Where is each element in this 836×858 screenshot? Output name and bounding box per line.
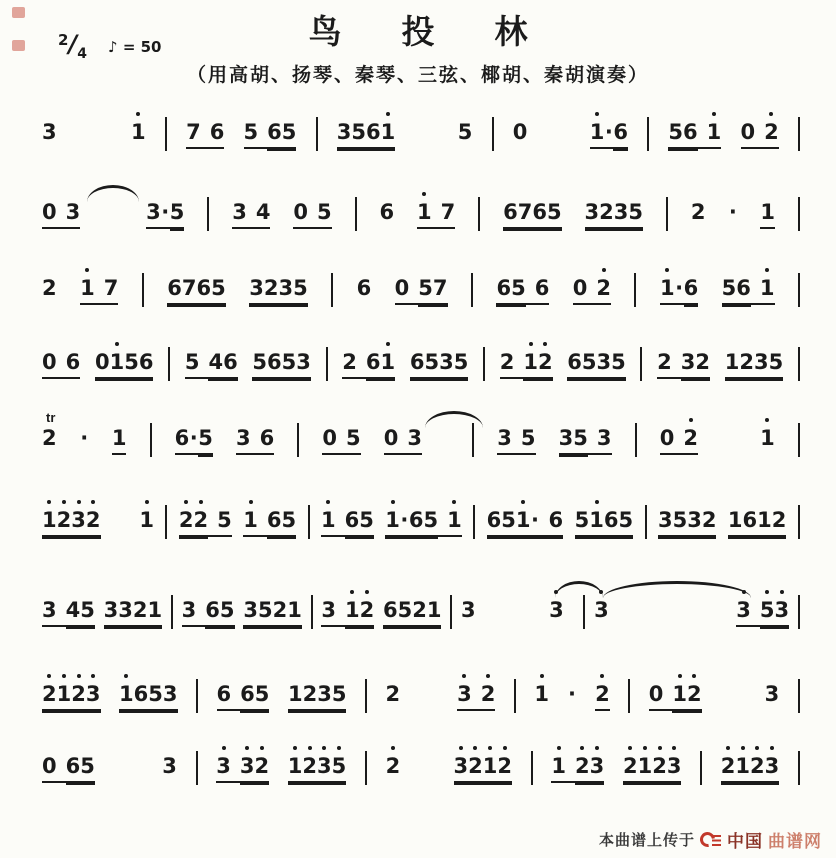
note-group: 2 — [690, 200, 706, 224]
note-group: 2 1 2 3 — [42, 682, 101, 711]
octave-dot — [184, 500, 188, 504]
note-group: 1 · 6 — [660, 276, 698, 305]
octave-dot — [47, 674, 51, 678]
gap-spacer — [114, 754, 144, 755]
barline — [514, 679, 516, 713]
barline — [331, 273, 333, 307]
octave-dot — [540, 674, 544, 678]
score-line-6 — [42, 508, 800, 560]
subtitle-instruments: （用高胡、扬琴、秦琴、三弦、椰胡、秦胡演奏） — [186, 65, 649, 86]
note-group: 3 — [764, 682, 780, 706]
gap-spacer — [720, 682, 746, 683]
time-signature-slash: / — [68, 30, 78, 58]
note-group: 3 2 3 5 — [585, 200, 644, 229]
note-group: 6 — [356, 276, 372, 300]
octave-dot — [543, 342, 547, 346]
note-group: 3 5 — [497, 426, 535, 455]
barline — [583, 595, 585, 629]
note-group: 5 6 5 3 — [252, 350, 311, 379]
octave-dot — [459, 746, 463, 750]
note-group: 1 7 — [80, 276, 118, 305]
note-group: 3 — [549, 598, 564, 625]
octave-dot — [260, 746, 264, 750]
octave-dot — [293, 746, 297, 750]
octave-dot — [643, 746, 647, 750]
note-group: 3 · 5 — [146, 200, 184, 229]
note-group: 6 7 6 5 — [167, 276, 226, 305]
barline — [798, 347, 800, 381]
barline — [531, 751, 533, 785]
site-logo-icon — [700, 831, 722, 848]
barline — [492, 117, 494, 151]
barline — [308, 505, 310, 539]
note-group: 0 3 — [42, 200, 80, 229]
note-group: 3 2 3 5 — [249, 276, 308, 305]
octave-dot — [473, 746, 477, 750]
octave-dot — [350, 590, 354, 594]
note-group: 6 — [379, 200, 395, 224]
barline — [142, 273, 144, 307]
note-group: 5 6 1 — [722, 276, 775, 305]
note-group: 6 · 5 — [175, 426, 213, 455]
octave-dot — [780, 590, 784, 594]
note-group: 3 — [461, 598, 476, 622]
score-line-4 — [42, 350, 800, 402]
note-group: 3 2 1 2 — [454, 754, 513, 783]
octave-dot — [595, 112, 599, 116]
octave-dot — [337, 746, 341, 750]
note-group: 6 7 6 5 — [503, 200, 562, 229]
barline — [196, 679, 198, 713]
barline — [647, 117, 649, 151]
octave-dot — [580, 746, 584, 750]
note-group: 6 5 2 1 — [383, 598, 442, 627]
octave-dot — [91, 500, 95, 504]
gap-spacer — [415, 120, 439, 121]
note-group: 1 2 3 — [551, 754, 604, 783]
note-group: 1 · 6 — [590, 120, 628, 149]
note-group: · — [568, 682, 577, 706]
note-group: 5 — [457, 120, 473, 144]
note-group: 5 4 6 — [185, 350, 238, 379]
octave-dot — [678, 674, 682, 678]
gap-spacer — [419, 754, 435, 755]
note-group: 2 1 2 3 — [721, 754, 780, 783]
octave-dot — [62, 500, 66, 504]
octave-dot — [386, 342, 390, 346]
octave-dot — [689, 418, 693, 422]
octave-dot — [755, 746, 759, 750]
note-group: 3 5 3 — [559, 426, 612, 455]
tempo-marking — [108, 38, 161, 56]
barline — [798, 595, 800, 629]
barline — [666, 197, 668, 231]
site-name-rest: 曲谱网 — [768, 832, 822, 851]
octave-dot — [765, 268, 769, 272]
slur-arc — [87, 185, 139, 202]
barline — [316, 117, 318, 151]
gap-spacer — [721, 426, 737, 427]
gap-spacer — [112, 508, 128, 509]
time-signature-denominator: 4 — [77, 46, 87, 62]
note-group: 3 5 6 1 — [337, 120, 396, 149]
octave-dot — [249, 500, 253, 504]
barline — [168, 347, 170, 381]
note-group: 2 1 2 3 — [623, 754, 682, 783]
note-group: 5 6 5 — [244, 120, 297, 149]
watermark — [599, 827, 822, 852]
barline — [798, 505, 800, 539]
octave-dot — [521, 500, 525, 504]
note-group: 0 5 7 — [395, 276, 448, 305]
note-group: 2 — [386, 754, 401, 781]
note-group: 1 — [131, 120, 146, 147]
note-group: 2 3 2 — [657, 350, 710, 379]
octave-dot — [47, 500, 51, 504]
barline — [207, 197, 209, 231]
gap-spacer — [547, 120, 571, 121]
note-group: 0 2 — [573, 276, 611, 305]
octave-dot — [391, 500, 395, 504]
note-group: 6 5 6 — [496, 276, 549, 305]
octave-dot — [91, 674, 95, 678]
note-group: 3 6 5 — [182, 598, 235, 627]
slur-arc — [603, 581, 751, 598]
slur-arc — [555, 581, 603, 598]
octave-dot — [486, 674, 490, 678]
score-line-8 — [42, 682, 800, 734]
score-line-1 — [42, 120, 800, 172]
site-name-cn: 中国 — [727, 832, 763, 851]
octave-dot — [136, 112, 140, 116]
note-group: 5 6 1 — [668, 120, 721, 149]
note-group: 3 — [594, 598, 609, 625]
octave-dot — [77, 500, 81, 504]
octave-dot — [365, 590, 369, 594]
octave-dot — [222, 746, 226, 750]
note-group: 3 — [42, 120, 57, 144]
score-body — [42, 120, 800, 806]
barline — [635, 423, 637, 457]
time-signature-numerator: 2 — [58, 31, 69, 49]
note-group: 0 3 — [384, 426, 422, 455]
note-group: · — [728, 200, 737, 224]
octave-dot — [765, 590, 769, 594]
octave-dot — [600, 674, 604, 678]
note-group: 1 2 3 5 — [725, 350, 784, 379]
note-group: 3 3 2 1 — [104, 598, 163, 627]
note-group: · — [80, 426, 89, 450]
note-group: 2 — [42, 426, 57, 450]
octave-dot — [658, 746, 662, 750]
note-group: 3 4 — [232, 200, 270, 229]
octave-dot — [529, 342, 533, 346]
note-group: 3 6 — [236, 426, 274, 455]
note-group: 3 3 2 — [216, 754, 269, 783]
note-group: 5 1 6 5 — [575, 508, 634, 537]
octave-dot — [665, 268, 669, 272]
octave-dot — [391, 746, 395, 750]
octave-dot — [145, 500, 149, 504]
note-group: 2 — [42, 276, 57, 300]
score-line-2 — [42, 200, 800, 252]
note-group: 6 5 1 · 6 — [487, 508, 564, 537]
octave-dot — [503, 746, 507, 750]
barline — [634, 273, 636, 307]
octave-dot — [628, 746, 632, 750]
octave-dot — [245, 746, 249, 750]
barline — [297, 423, 299, 457]
note-group: 6 6 5 — [217, 682, 270, 711]
octave-dot — [765, 418, 769, 422]
note-group: 1 6 1 2 — [728, 508, 787, 537]
trill-label: tr — [46, 410, 56, 425]
note-group: 1 — [760, 200, 775, 229]
octave-dot — [769, 112, 773, 116]
note-group: 0 2 — [741, 120, 779, 149]
barline — [365, 751, 367, 785]
note-group: 0 — [512, 120, 528, 144]
barline — [473, 505, 475, 539]
octave-dot — [672, 746, 676, 750]
note-group: 0 1 2 — [649, 682, 702, 711]
barline — [798, 117, 800, 151]
note-group: 2 — [595, 682, 610, 711]
slur-arc — [425, 411, 483, 428]
octave-dot — [595, 500, 599, 504]
note-group: 6 5 3 5 — [410, 350, 469, 379]
note-group: 1 — [139, 508, 154, 535]
octave-dot — [692, 674, 696, 678]
time-signature — [58, 30, 87, 62]
note-group: 3 5 3 2 — [658, 508, 717, 537]
barline — [645, 505, 647, 539]
score-line-7 — [42, 598, 800, 650]
note-group: 0 1 5 6 — [95, 350, 154, 379]
barline — [326, 347, 328, 381]
barline — [311, 595, 313, 629]
note-group: 1 6 5 — [243, 508, 296, 537]
note-group: 0 5 — [293, 200, 331, 229]
note-group: 1 2 3 5 — [288, 754, 347, 783]
note-group: 2 — [385, 682, 401, 706]
page-title: 鸟投林 — [308, 12, 588, 51]
note-group: 3 5 2 1 — [243, 598, 302, 627]
octave-dot — [602, 268, 606, 272]
note-group: 1 — [112, 426, 127, 455]
gap-spacer — [76, 120, 112, 121]
octave-dot — [462, 674, 466, 678]
octave-dot — [741, 746, 745, 750]
barline — [150, 423, 152, 457]
octave-dot — [488, 746, 492, 750]
barline — [165, 505, 167, 539]
octave-dot — [115, 342, 119, 346]
octave-dot — [726, 746, 730, 750]
octave-dot — [452, 500, 456, 504]
note-group: 1 6 5 3 — [119, 682, 178, 711]
note-group: 2 2 5 — [179, 508, 232, 537]
note-group: 1 · 6 5 1 — [385, 508, 462, 537]
note-group: 2 1 2 — [500, 350, 553, 379]
barline — [700, 751, 702, 785]
barline — [171, 595, 173, 629]
score-line-9 — [42, 754, 800, 806]
barline — [798, 423, 800, 457]
note-group: 0 2 — [660, 426, 698, 455]
octave-dot — [124, 674, 128, 678]
note-group: 0 5 — [322, 426, 360, 455]
note-group: 1 — [534, 682, 549, 709]
octave-dot — [386, 112, 390, 116]
note-group: 2 6 1 — [342, 350, 395, 379]
note-group: 0 6 5 — [42, 754, 95, 783]
barline — [798, 273, 800, 307]
barline — [355, 197, 357, 231]
octave-dot — [770, 746, 774, 750]
barline — [472, 423, 474, 457]
gap-spacer — [419, 682, 439, 683]
octave-dot — [326, 500, 330, 504]
barline — [365, 679, 367, 713]
barline — [471, 273, 473, 307]
barline — [798, 679, 800, 713]
octave-dot — [422, 192, 426, 196]
note-group: 1 2 3 5 — [288, 682, 347, 711]
score-line-5 — [42, 410, 800, 478]
barline — [628, 679, 630, 713]
octave-dot — [77, 674, 81, 678]
note-group: 1 6 5 — [321, 508, 374, 537]
note-group: 1 7 — [417, 200, 455, 229]
octave-dot — [62, 674, 66, 678]
tempo-value: = 50 — [122, 38, 162, 56]
barline — [640, 347, 642, 381]
barline — [165, 117, 167, 151]
note-group: 1 — [760, 426, 775, 453]
eighth-note-icon: ♪ — [108, 38, 118, 56]
octave-dot — [85, 268, 89, 272]
note-group: 3 2 — [457, 682, 495, 711]
note-group: 0 6 — [42, 350, 80, 379]
octave-dot — [595, 746, 599, 750]
watermark-text: 本曲谱上传于 — [598, 832, 695, 849]
octave-dot — [199, 500, 203, 504]
score-line-3 — [42, 276, 800, 328]
barline — [450, 595, 452, 629]
note-group: 1 2 3 2 — [42, 508, 101, 537]
note-group: 7 6 — [186, 120, 224, 149]
note-group: 3 4 5 — [42, 598, 95, 627]
barline — [483, 347, 485, 381]
barline — [196, 751, 198, 785]
octave-dot — [712, 112, 716, 116]
barline — [798, 197, 800, 231]
barline — [798, 751, 800, 785]
note-group: 6 5 3 5 — [567, 350, 626, 379]
octave-dot — [322, 746, 326, 750]
note-group: 3 1 2 — [321, 598, 374, 627]
octave-dot — [308, 746, 312, 750]
octave-dot — [557, 746, 561, 750]
gap-spacer — [484, 598, 540, 599]
note-group: 3 5 3 — [736, 598, 789, 627]
note-group: 3 — [162, 754, 177, 778]
barline — [478, 197, 480, 231]
